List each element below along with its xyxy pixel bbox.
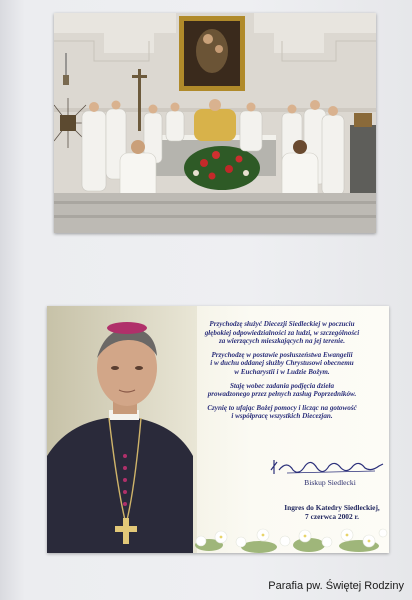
bishop-message bbox=[182, 320, 382, 426]
altar-scene-illustration bbox=[54, 13, 376, 233]
bishop-ingress-card bbox=[47, 306, 389, 553]
ingres-line-1: Ingres do Katedry Siedleckiej, bbox=[284, 503, 380, 512]
message-paragraph-4: Czynię to ufając Bożej pomocy i licząc na gotowość i współpracę wszystkich Diecezjan. bbox=[207, 403, 357, 421]
handwritten-signature bbox=[267, 456, 387, 478]
bishop-portrait bbox=[47, 306, 197, 553]
ingres-caption bbox=[271, 503, 389, 521]
signature-title: Biskup Siedlecki bbox=[304, 478, 356, 487]
message-paragraph-2: Przychodzę w postawie posłuszeństwa Ewangelii i w duchu oddanej służby Chrystusowi obecnemu w Eucharystii i w Ludzie Bożym. bbox=[210, 350, 354, 376]
parish-credit: Parafia pw. Świętej Rodziny bbox=[268, 580, 404, 592]
message-paragraph-3: Staję wobec zadania podjęcia dzieła prowadzonego przez pełnych zasług Poprzedników. bbox=[207, 381, 357, 399]
altar-photo bbox=[54, 13, 376, 233]
message-paragraph-1: Przychodzę służyć Diecezji Siedleckiej w poczuciu głębokiej odpowiedzialności za ludzi, w szczególności za wierzących mieszkających na jej terenie. bbox=[204, 320, 360, 346]
ingres-line-2: 7 czerwca 2002 r. bbox=[305, 512, 359, 521]
